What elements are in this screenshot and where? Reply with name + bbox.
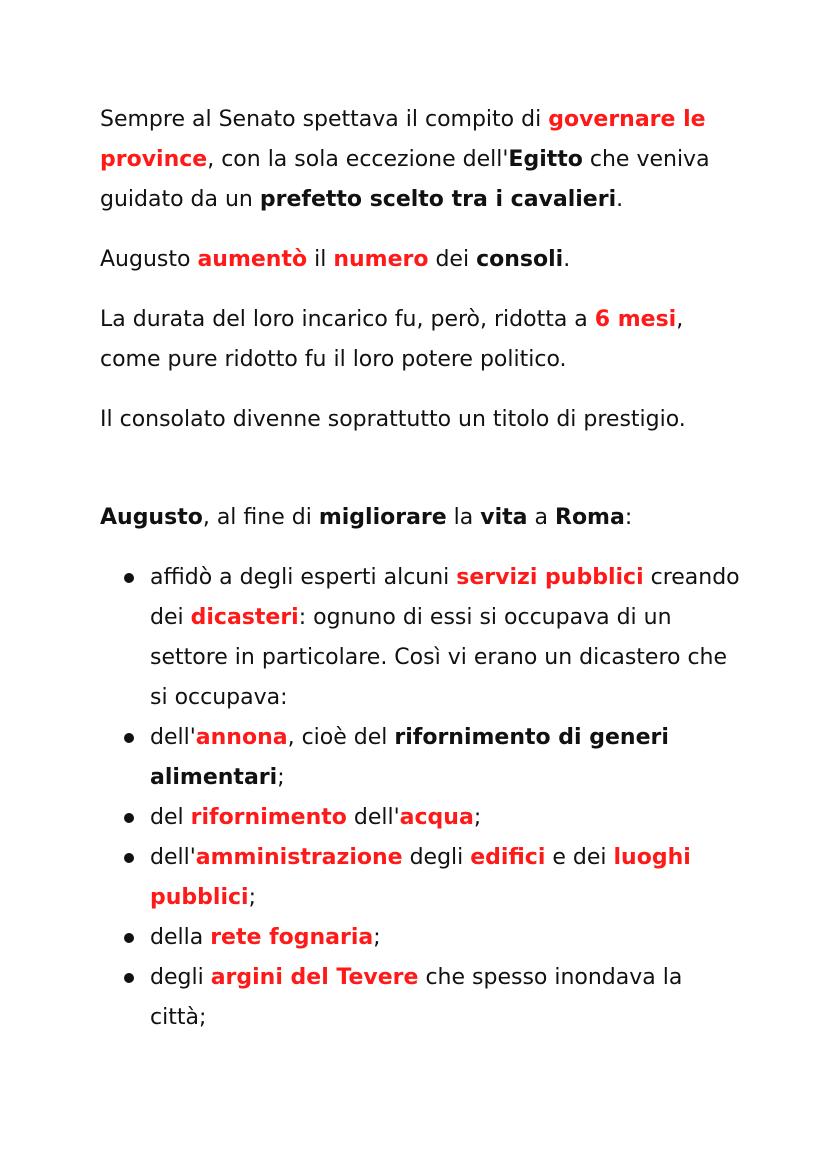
highlight-rete-fognaria: rete fognaria	[210, 925, 374, 950]
text: ;	[248, 885, 256, 910]
bold-prefetto: prefetto scelto tra i cavalieri	[259, 187, 617, 212]
text: la	[446, 505, 481, 530]
text: .	[616, 187, 624, 212]
bullet-icon	[124, 813, 134, 823]
bold-migliorare: migliorare	[318, 505, 447, 530]
list-item	[120, 838, 740, 918]
bold-augusto: Augusto	[100, 505, 203, 530]
bold-egitto: Egitto	[508, 147, 583, 172]
paragraph-consolato	[100, 400, 740, 440]
text: dell'	[150, 845, 196, 870]
list-item	[120, 798, 740, 838]
text: Augusto	[100, 247, 198, 272]
text: degli	[402, 845, 471, 870]
text: affidò a degli esperti alcuni	[150, 565, 457, 590]
text: a	[527, 505, 555, 530]
text: dell'	[150, 725, 196, 750]
highlight-numero: numero	[333, 247, 429, 272]
highlight-acqua: acqua	[399, 805, 474, 830]
text: creando dei	[150, 565, 740, 630]
text: Il consolato divenne soprattutto un titolo di prestigio.	[100, 407, 686, 432]
text: dell'	[346, 805, 400, 830]
highlight-argini-tevere: argini del Tevere	[210, 965, 419, 990]
bullet-icon	[124, 933, 134, 943]
paragraph-durata	[100, 300, 740, 380]
text: , come pure ridotto fu il loro potere politico.	[100, 307, 684, 372]
text: .	[563, 247, 571, 272]
text: il	[307, 247, 334, 272]
text: dei	[428, 247, 477, 272]
text: La durata del loro incarico fu, però, ridotta a	[100, 307, 595, 332]
list-item	[120, 958, 740, 1038]
text: , al fine di	[202, 505, 319, 530]
highlight-aumento: aumentò	[197, 247, 308, 272]
text: ;	[373, 925, 381, 950]
bold-consoli: consoli	[476, 247, 564, 272]
highlight-servizi-pubblici: servizi pubblici	[456, 565, 644, 590]
list-item	[120, 918, 740, 958]
highlight-6-mesi: 6 mesi	[594, 307, 677, 332]
highlight-annona: annona	[195, 725, 288, 750]
text: della	[150, 925, 211, 950]
bullet-list	[120, 558, 740, 1038]
text: che veniva guidato da un	[100, 147, 710, 212]
bullet-icon	[124, 853, 134, 863]
text: che spesso inondava la città;	[150, 965, 683, 1030]
text: ;	[277, 765, 285, 790]
paragraph-augusto-roma	[100, 498, 740, 538]
paragraph-senato-province	[100, 100, 740, 220]
list-item	[120, 558, 740, 718]
text: :	[624, 505, 633, 530]
highlight-amministrazione: amministrazione	[195, 845, 403, 870]
list-item	[120, 718, 740, 798]
text: e dei	[545, 845, 614, 870]
highlight-luoghi-pubblici: luoghi pubblici	[150, 845, 691, 910]
bullet-icon	[124, 573, 134, 583]
text: del	[150, 805, 191, 830]
highlight-governare-province: governare le province	[100, 107, 706, 172]
bold-rifornimento-generi: rifornimento di generi alimentari	[150, 725, 669, 790]
bullet-icon	[124, 973, 134, 983]
paragraph-consoli	[100, 240, 740, 280]
text: : ognuno di essi si occupava di un settore in particolare. Così vi erano un dicastero che si occupava:	[150, 605, 728, 710]
highlight-rifornimento: rifornimento	[190, 805, 347, 830]
highlight-edifici: edifici	[470, 845, 546, 870]
bold-roma: Roma	[555, 505, 625, 530]
text: degli	[150, 965, 211, 990]
text: Sempre al Senato spettava il compito di	[100, 107, 549, 132]
text: , cioè del	[287, 725, 395, 750]
text: ;	[473, 805, 482, 830]
bullet-icon	[124, 733, 134, 743]
bold-vita: vita	[480, 505, 528, 530]
text: , con la sola eccezione dell'	[207, 147, 509, 172]
highlight-dicasteri: dicasteri	[190, 605, 299, 630]
